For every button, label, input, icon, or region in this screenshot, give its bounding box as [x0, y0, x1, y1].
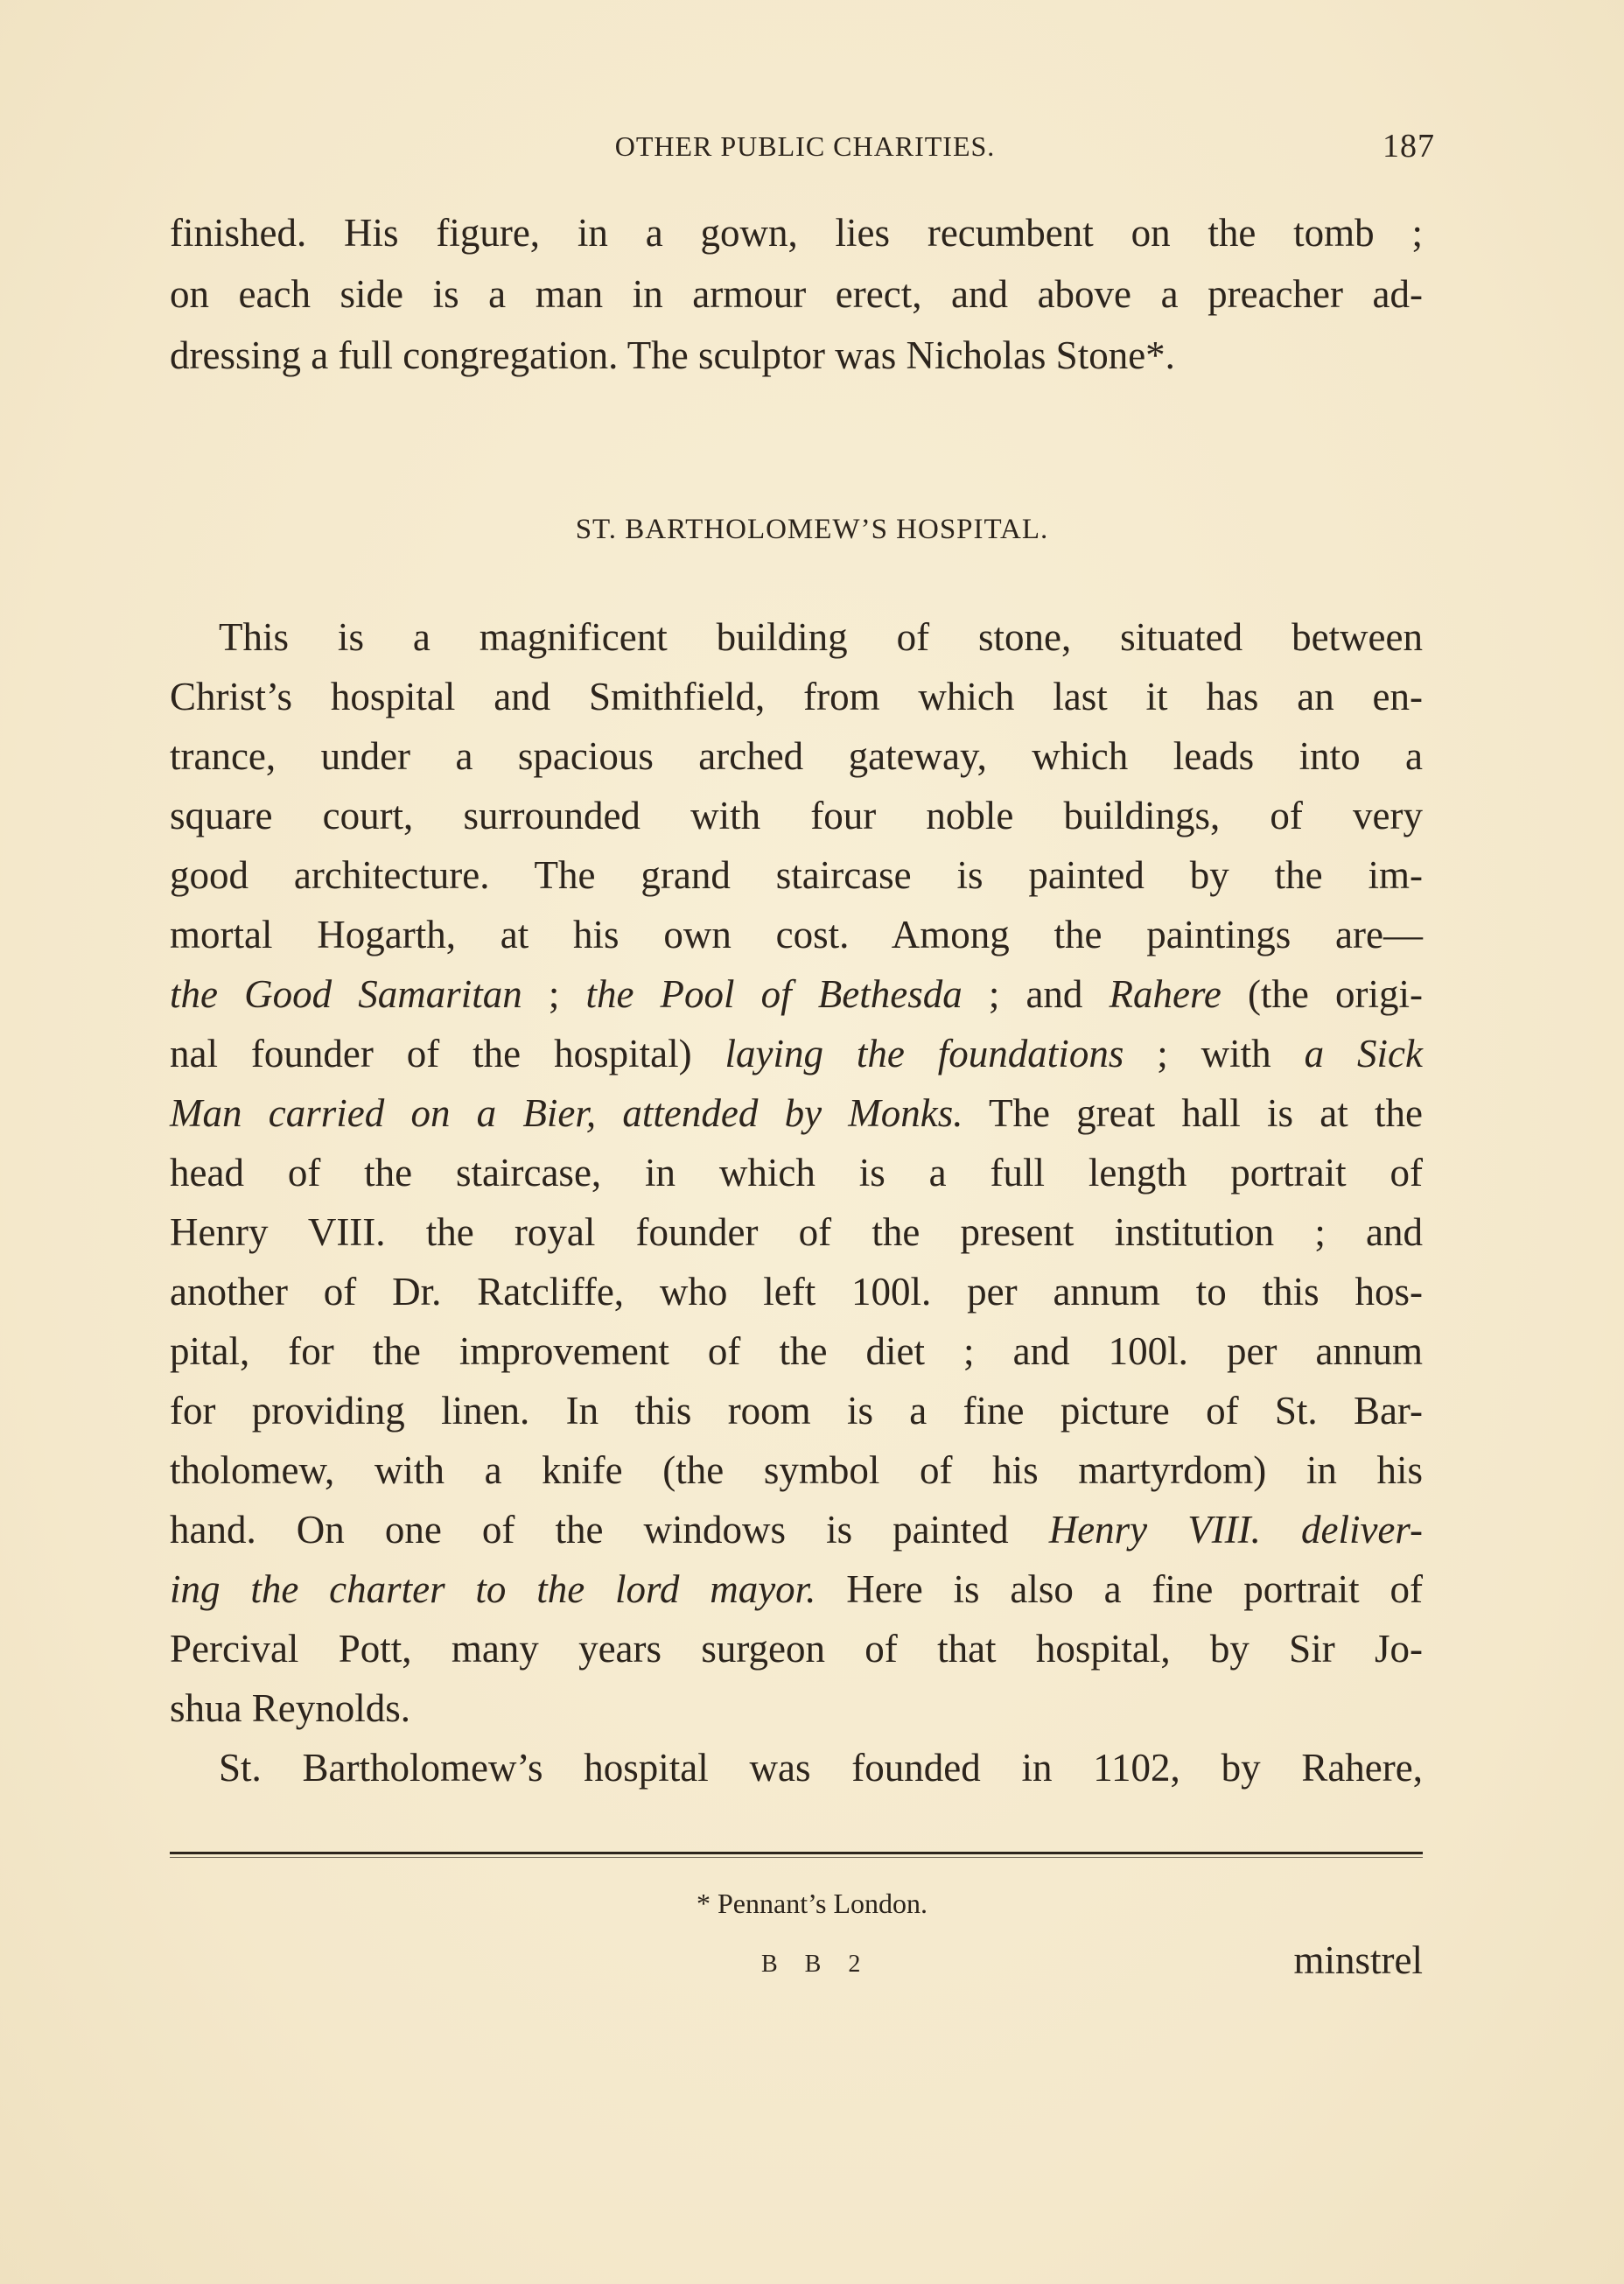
text-line: head of the staircase, in which is a full length portrait of	[170, 1151, 1423, 1195]
text-line: This is a magnificent building of stone, situated between	[219, 615, 1423, 659]
text-line: good architecture. The grand staircase is painted by the im-	[170, 853, 1423, 897]
text-line: finished. His figure, in a gown, lies recumbent on the tomb ;	[170, 211, 1423, 255]
italic-title: laying the foundations	[724, 1032, 1124, 1075]
text-span: ; and	[962, 972, 1110, 1016]
italic-title: Henry VIII. deliver-	[1048, 1508, 1423, 1552]
text-line: for providing linen. In this room is a fine picture of St. Bar-	[170, 1389, 1423, 1433]
text-span: hand. On one of the windows is painted	[170, 1508, 1049, 1552]
italic-title: the Pool of Bethesda	[585, 972, 962, 1016]
running-head	[0, 124, 1624, 168]
running-head-title: OTHER PUBLIC CHARITIES.	[614, 130, 996, 162]
text-span: Here is also a fine portrait of	[816, 1567, 1423, 1611]
italic-title: Man carried on a Bier, attended by Monks.	[170, 1091, 963, 1135]
text-line: square court, surrounded with four noble buildings, of very	[170, 794, 1423, 837]
text-line	[170, 1023, 1423, 1084]
page-number: 187	[1382, 128, 1435, 165]
text-span: ;	[522, 972, 586, 1016]
text-line: on each side is a man in armour erect, and above a preacher ad-	[170, 272, 1423, 316]
italic-title: Rahere	[1109, 972, 1222, 1016]
italic-title: ing the charter to the lord mayor.	[170, 1567, 816, 1611]
text-line	[170, 1082, 1423, 1144]
text-line: pital, for the improvement of the diet ; and 100l. per annum	[170, 1329, 1423, 1373]
text-span: (the origi-	[1221, 972, 1423, 1016]
text-line: trance, under a spacious arched gateway, which leads into a	[170, 734, 1423, 778]
section-heading: ST. BARTHOLOMEW’S HOSPITAL.	[575, 514, 1049, 545]
text-span: nal founder of the hospital)	[170, 1032, 725, 1075]
text-span: ; with	[1124, 1032, 1305, 1075]
footnote-rule	[170, 1852, 1423, 1854]
text-line	[170, 963, 1423, 1025]
text-line: another of Dr. Ratcliffe, who left 100l. per annum to this hos-	[170, 1270, 1423, 1314]
text-line: St. Bartholomew’s hospital was founded in 1102, by Rahere,	[219, 1746, 1423, 1790]
text-line	[170, 1499, 1423, 1560]
text-line: Percival Pott, many years surgeon of that hospital, by Sir Jo-	[170, 1627, 1423, 1671]
italic-title: the Good Samaritan	[170, 972, 522, 1016]
text-line: dressing a full congregation. The sculptor was Nicholas Stone*.	[170, 333, 1175, 377]
footnote: * Pennant’s London.	[696, 1888, 928, 1919]
footnote-rule-thin	[170, 1857, 1423, 1858]
signature-mark: B B 2	[761, 1951, 872, 1978]
text-line: Henry VIII. the royal founder of the present institution ; and	[170, 1210, 1423, 1254]
text-line: shua Reynolds.	[170, 1686, 410, 1730]
text-line: Christ’s hospital and Smithfield, from which last it has an en-	[170, 675, 1423, 718]
text-span: The great hall is at the	[962, 1091, 1423, 1135]
catchword: minstrel	[1293, 1938, 1423, 1982]
text-line: mortal Hogarth, at his own cost. Among the paintings are—	[170, 913, 1423, 956]
italic-title: a Sick	[1304, 1032, 1423, 1075]
text-line	[170, 1559, 1423, 1620]
text-line: tholomew, with a knife (the symbol of his martyrdom) in his	[170, 1448, 1423, 1492]
